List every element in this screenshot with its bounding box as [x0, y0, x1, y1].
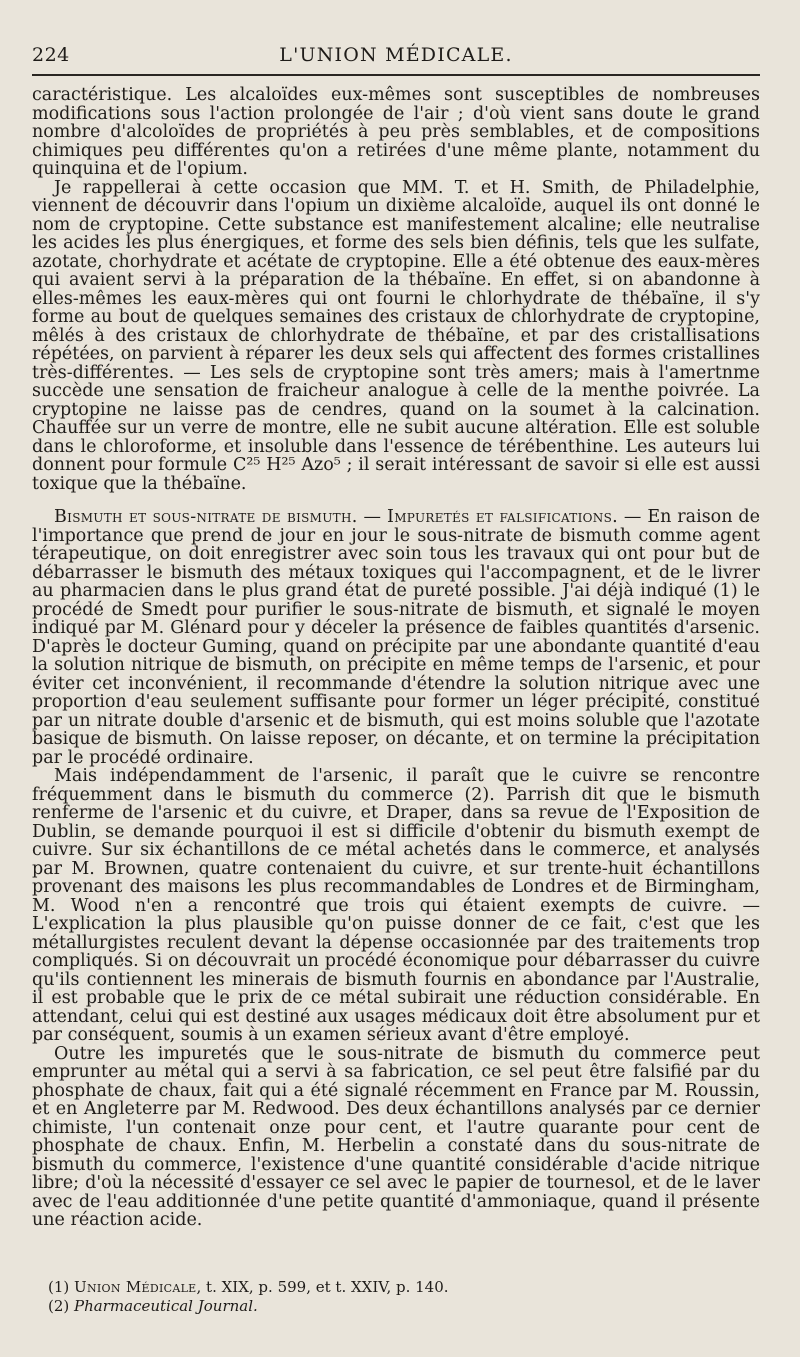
footnote-2 [48, 1297, 760, 1316]
paragraph-1: caractéristique. Les alcaloïdes eux-mêmes sont susceptibles de nombreuses modifications sous l'action prolongée de l'air ; d'où vient sans doute le grand nombre d'alcoloïdes de propriétés à peu près semblables, et de compositions chimiques peu différentes qu'on a retirées d'une même plante, notamment du quinquina et de l'opium. [32, 85, 760, 179]
page-header [32, 40, 760, 74]
bismuth-section-intro [32, 508, 760, 767]
section-heading-impurities: Impuretés et falsifications. [386, 507, 618, 527]
running-title: L'UNION MÉDICALE. [279, 44, 513, 66]
footnote-2-marker: (2) [48, 1297, 70, 1315]
footnote-1-reference: , t. XIX, p. 599, et t. XXIV, p. 140. [196, 1278, 449, 1296]
footnote-1-journal: Union Médicale [74, 1278, 197, 1296]
heading-dash-2: — [617, 507, 648, 527]
heading-dash-1: — [357, 507, 387, 527]
footnote-1 [48, 1278, 760, 1297]
section-intro-text: En raison de l'importance que prend de jour en jour le sous-nitrate de bismuth comme agent térapeutique, on doit enregistrer avec soin tous les travaux qui ont pour but de débarrasser le bismuth des métaux toxiques qui l'accompagnent, et de le livrer au pharmacien dans le plus grand état de pureté possible. J'ai déjà indiqué (1) le procédé de Smedt pour purifier le sous-nitrate de bismuth, et signalé le moyen indiqué par M. Glénard pour y déceler la présence de faibles quantités d'arsenic. D'après le docteur Guming, quand on précipite par une abondante quantité d'eau la solution nitrique de bismuth, on précipite en même temps de l'arsenic, et pour éviter cet inconvénient, il recommande d'étendre la solution nitrique avec une proportion d'eau seulement suffisante pour former un léger précipité, constitué par un nitrate double d'arsenic et de bismuth, qui est moins soluble que l'azotate basique de bismuth. On laisse reposer, on décante, et on termine la précipitation par le procédé ordinaire. [32, 507, 760, 768]
body-text [32, 86, 760, 1230]
footnotes [48, 1278, 760, 1316]
header-rule [32, 74, 760, 76]
bismuth-paragraph-3: Outre les impuretés que le sous-nitrate de bismuth du commerce peut emprunter au métal qui a servi à sa fabrication, ce sel peut être falsifié par du phosphate de chaux, fait qui a été signalé récemment en France par M. Roussin, et en Angleterre par M. Redwood. Des deux échantillons analysés par ce dernier chimiste, l'un contenait onze pour cent, et l'autre quarante pour cent de phosphate de chaux. Enfin, M. Herbelin a constaté dans du sous-nitrate de bismuth du commerce, l'existence d'une quantité considérable d'acide nitrique libre; d'où la nécessité d'essayer ce sel avec le papier de tournesol, et de le laver avec de l'eau additionnée d'une petite quantité d'ammoniaque, quand il présente une réaction acide. [32, 1043, 760, 1230]
footnote-1-marker: (1) [48, 1278, 70, 1296]
section-heading-bismuth: Bismuth et sous-nitrate de bismuth. [54, 507, 358, 527]
page-number: 224 [32, 44, 70, 66]
bismuth-paragraph-2: Mais indépendamment de l'arsenic, il paraît que le cuivre se rencontre fréquemment dans le bismuth du commerce (2). Parrish dit que le bismuth renferme de l'arsenic et du cuivre, et Draper, dans sa revue de l'Exposition de Dublin, se demande pourquoi il est si difficile d'obtenir du bismuth exempt de cuivre. Sur six échantillons de ce métal achetés dans le commerce, et analysés par M. Brownen, quatre contenaient du cuivre, et sur trente-huit échantillons provenant des maisons les plus recommandables de Londres et de Birmingham, M. Wood n'en a rencontré que trois qui étaient exempts de cuivre. — L'explication la plus plausible qu'on puisse donner de ce fait, c'est que les métallurgistes reculent devant la dépense occasionnée par des traitements trop compliqués. Si on découvrait un procédé économique pour débarrasser du cuivre qu'ils contiennent les minerais de bismuth fournis en abondance par l'Australie, il est probable que le prix de ce métal subirait une réduction considérable. En attendant, celui qui est destiné aux usages médicaux doit être absolument pur et par conséquent, soumis à un examen sérieux avant d'être employé. [32, 766, 760, 1045]
paragraph-2: Je rappellerai à cette occasion que MM. T. et H. Smith, de Philadelphie, viennent de découvrir dans l'opium un dixième alcaloïde, auquel ils ont donné le nom de cryptopine. Cette substance est manifestement alcaline; elle neutralise les acides les plus énergiques, et forme des sels bien définis, tels que les sulfate, azotate, chorhydrate et acétate de cryptopine. Elle a été obtenue des eaux-mères qui avaient servi à la préparation de la thébaïne. En effet, si on abandonne à elles-mêmes les eaux-mères qui ont fourni le chlorhydrate de thébaïne, il s'y forme au bout de quelques semaines des cristaux de chlorhydrate de cryptopine, mêlés à des cristaux de chlorhydrate de thébaïne, et par des cristallisations répétées, on parvient à réparer les deux sels qui affectent des formes cristallines très-différentes. — Les sels de cryptopine sont très amers; mais à l'amertnme succède une sensation de fraicheur analogue à celle de la menthe poivrée. La cryptopine ne laisse pas de cendres, quand on la soumet à la calcination. Chauffée sur un verre de montre, elle ne subit aucune altération. Elle est soluble dans le chloroforme, et insoluble dans l'essence de térébenthine. Les auteurs lui donnent pour formule C²⁵ H²⁵ Azo⁵ ; il serait intéressant de savoir si elle est aussi toxique que la thébaïne. [32, 177, 760, 494]
footnote-2-journal: Pharmaceutical Journal. [74, 1297, 258, 1315]
